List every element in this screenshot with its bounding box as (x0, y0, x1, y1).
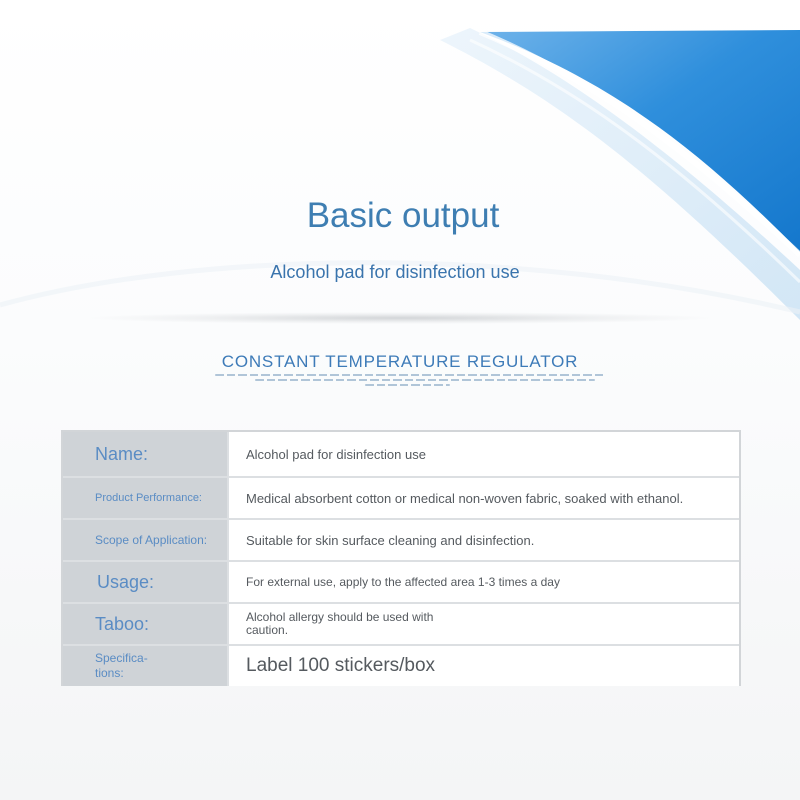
row-label-performance: Product Performance: (63, 478, 229, 518)
row-value-name: Alcohol pad for disinfection use (229, 432, 739, 476)
row-label-specifications (63, 646, 229, 686)
row-label-scope: Scope of Application: (63, 520, 229, 560)
row-value-performance: Medical absorbent cotton or medical non-woven fabric, soaked with ethanol. (229, 478, 739, 518)
row-label-name: Name: (63, 432, 229, 476)
table-row (63, 560, 739, 602)
row-value-scope: Suitable for skin surface cleaning and disinfection. (229, 520, 739, 560)
row-label-usage: Usage: (63, 562, 229, 602)
table-row (63, 518, 739, 560)
taboo-text: Alcohol allergy should be used with caution. (246, 610, 434, 637)
table-row (63, 602, 739, 644)
section-heading: CONSTANT TEMPERATURE REGULATOR (221, 352, 579, 371)
page-title: Basic output (306, 196, 500, 235)
row-label-taboo: Taboo: (63, 604, 229, 644)
specifications-label-text: Specifica-tions: (95, 651, 148, 680)
table-row (63, 476, 739, 518)
spec-table (61, 430, 741, 686)
table-row (63, 432, 739, 476)
row-value-specifications: Label 100 stickers/box (229, 646, 739, 686)
row-value-usage (229, 562, 739, 602)
usage-text: For external use, apply to the affected area 1-3 times a day (246, 574, 560, 589)
page-subtitle: Alcohol pad for disinfection use (270, 262, 520, 282)
fine-print-decoration (215, 372, 605, 390)
table-row (63, 644, 739, 686)
divider-shadow (90, 312, 710, 324)
row-value-taboo (229, 604, 739, 644)
